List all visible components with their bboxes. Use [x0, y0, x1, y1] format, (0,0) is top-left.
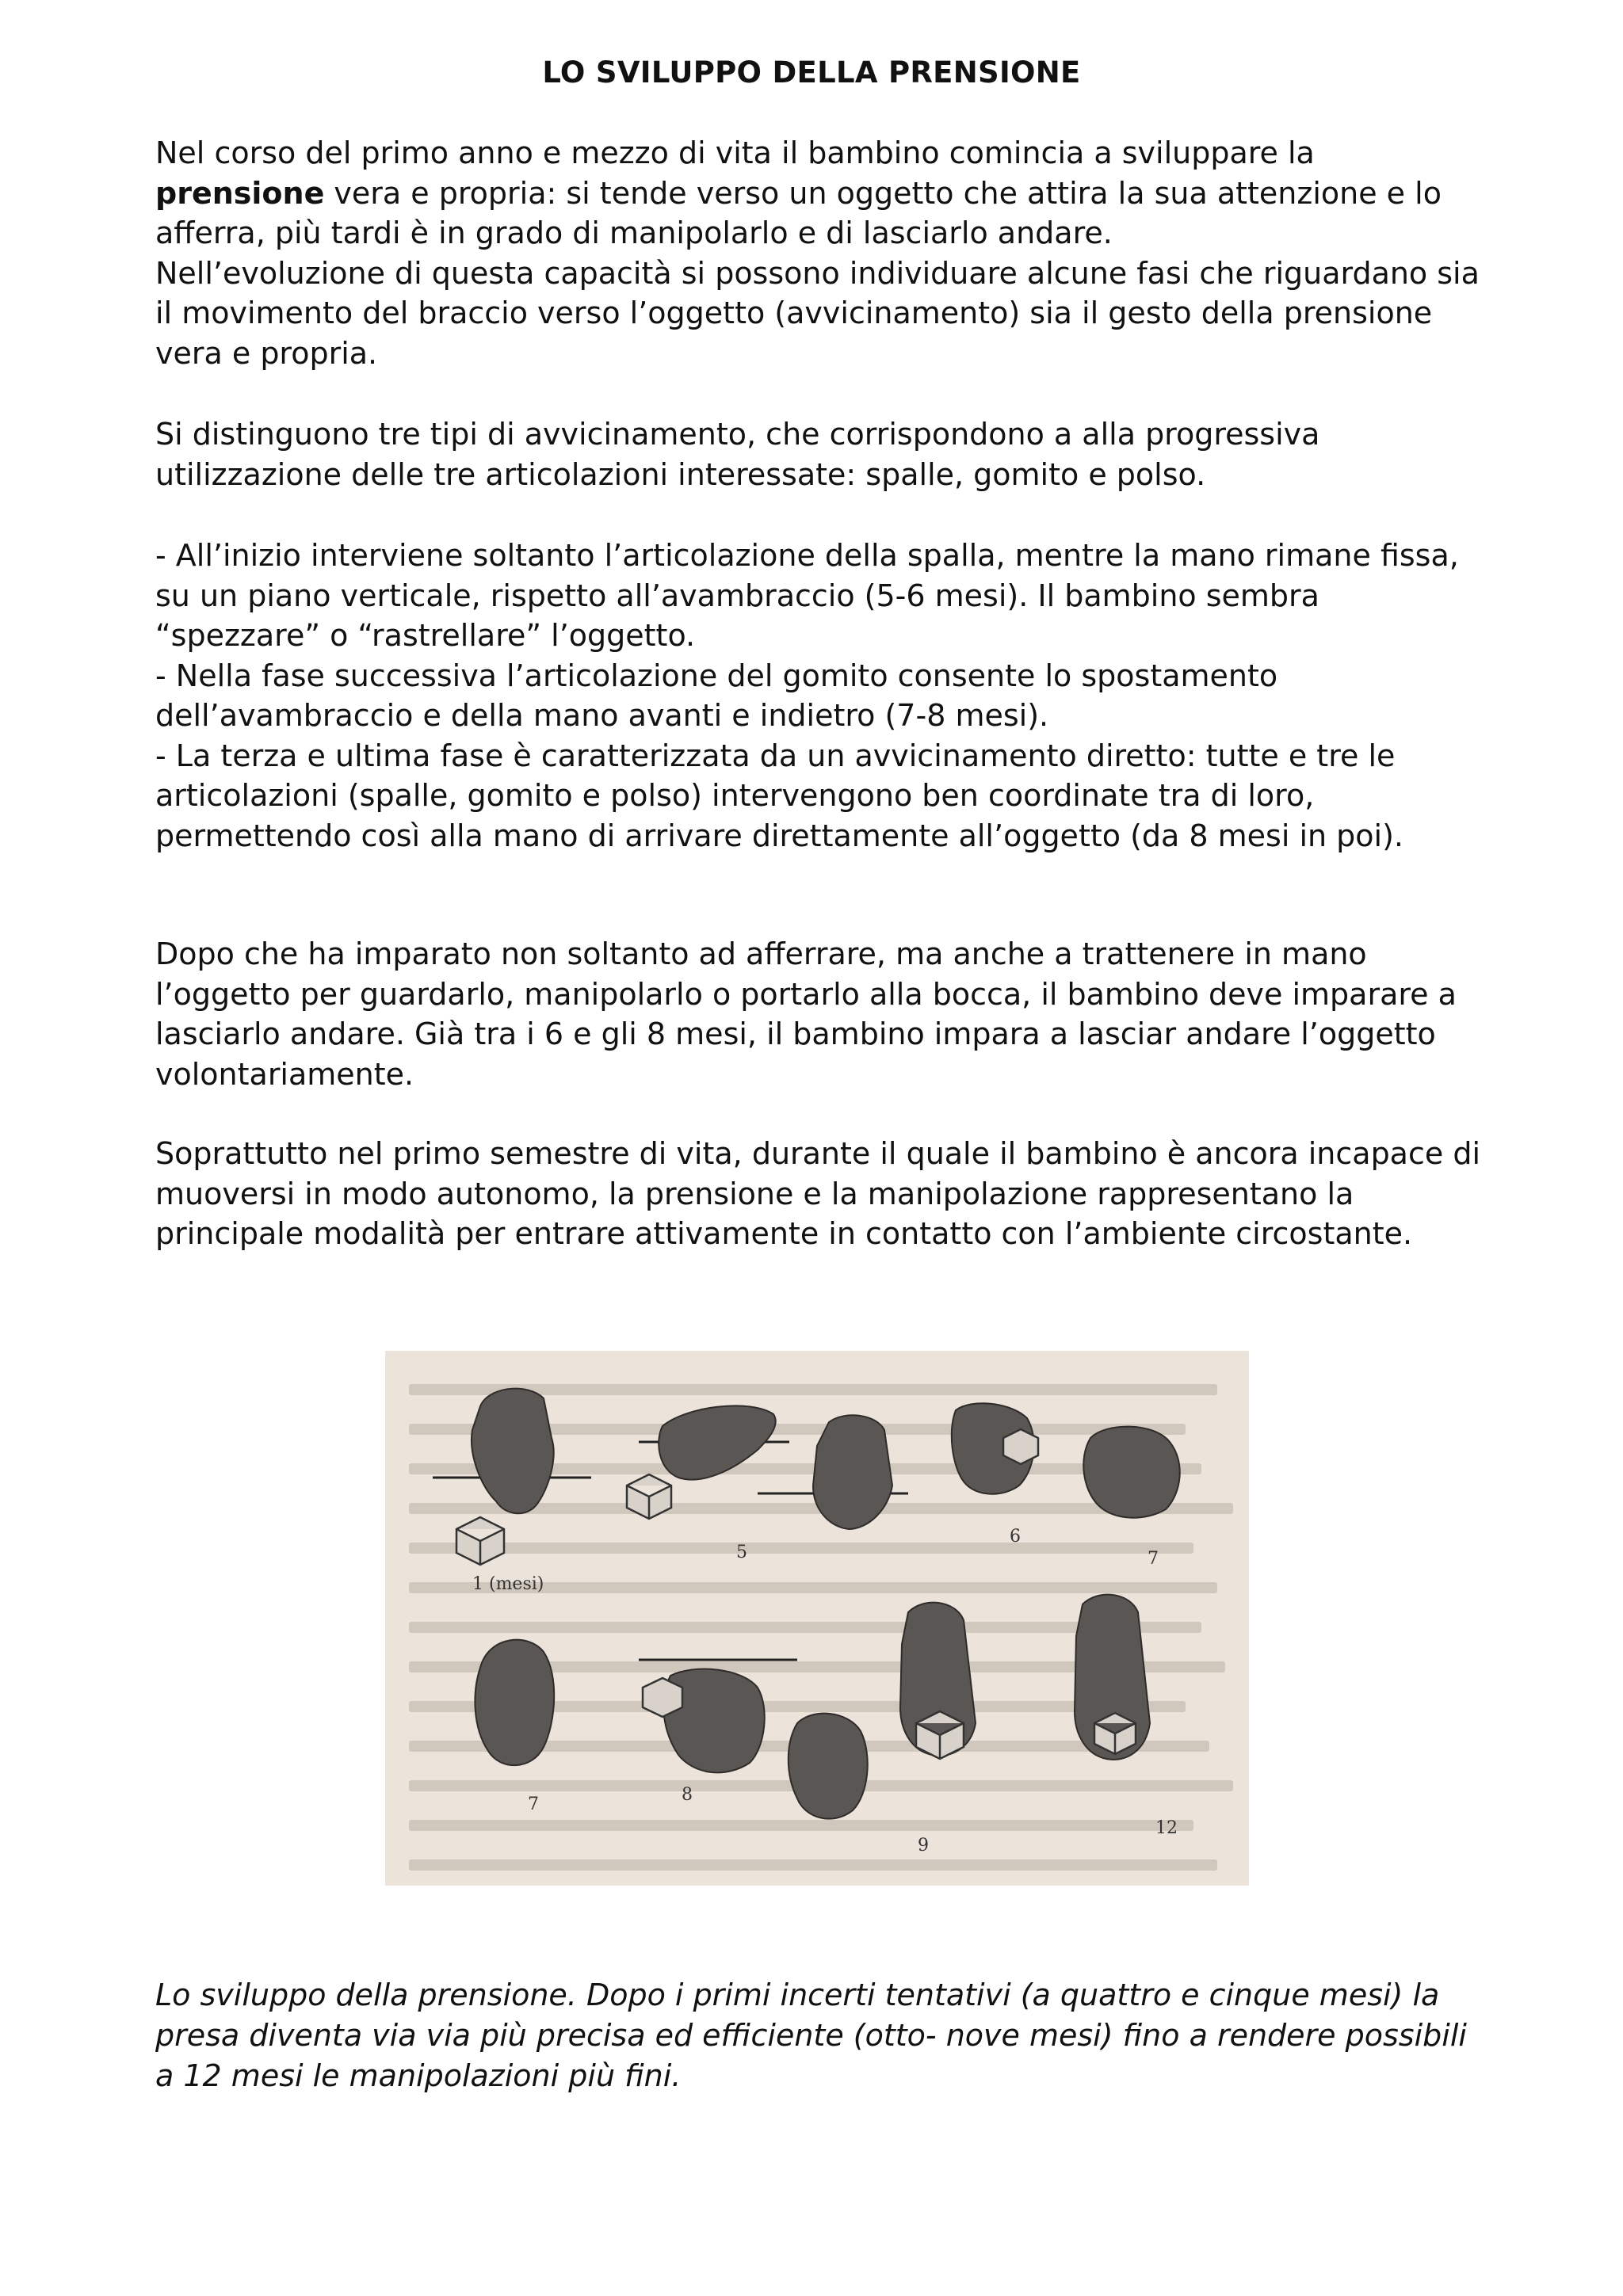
hand-stage-7b — [475, 1640, 554, 1765]
prehension-illustration — [385, 1351, 1249, 1886]
paragraph-avvicinamento — [155, 414, 1487, 494]
paragraph-phases — [155, 536, 1487, 856]
figure-label-9: 9 — [918, 1836, 929, 1855]
hand-stage-8 — [663, 1669, 764, 1773]
hands-drawing — [385, 1351, 1249, 1886]
paragraph-release — [155, 934, 1487, 1094]
paragraph-intro-text — [155, 133, 1487, 254]
figure-label-7-top: 7 — [1148, 1549, 1159, 1569]
figure-caption: Lo sviluppo della prensione. Dopo i primi incerti tentativi (a quattro e cinque mesi) la presa diventa via via più precisa ed efficiente (otto- nove mesi) fino a rendere possibili a 12 mesi le manipolazioni più fini. — [155, 1978, 1467, 2093]
cube-object — [627, 1474, 671, 1519]
figure-label-7-bottom: 7 — [528, 1794, 539, 1814]
figure-label-12: 12 — [1155, 1818, 1178, 1838]
hand-stage-8b — [789, 1714, 868, 1819]
paragraph-intro-line2: Nell’evoluzione di questa capacità si possono individuare alcune fasi che riguardano sia il movimento del braccio verso l’oggetto (avvicinamento) sia il gesto della prensione vera e propria. — [155, 255, 1480, 371]
paragraph-avvicinamento-text: Si distinguono tre tipi di avvicinamento, che corrispondono a alla progressiva utilizzazione delle tre articolazioni interessate: spalle, gomito e polso. — [155, 417, 1320, 492]
cube-object — [1003, 1429, 1038, 1464]
phase-item-1: - All’inizio interviene soltanto l’articolazione della spalla, mentre la mano rimane fissa, su un piano verticale, rispetto all’avambraccio (5-6 mesi). Il bambino sembra “spezzare” o “rastrellare” l’oggetto. — [155, 538, 1459, 653]
phase-item-3: - La terza e ultima fase è caratterizzata da un avvicinamento diretto: tutte e tre le articolazioni (spalle, gomito e polso) intervengono ben coordinate tra di loro, permettendo così alla mano di arrivare direttamente all’oggetto (da 8 mesi in poi). — [155, 738, 1404, 853]
cube-object — [1094, 1713, 1136, 1754]
page-title: LO SVILUPPO DELLA PRENSIONE — [542, 55, 1081, 90]
figure-label-8: 8 — [682, 1785, 693, 1805]
hand-stage-5b — [813, 1415, 892, 1529]
hand-stage-7a — [1083, 1427, 1179, 1518]
hand-stage-1 — [472, 1389, 554, 1514]
cube-object — [643, 1678, 682, 1717]
paragraph-semester-text: Soprattutto nel primo semestre di vita, durante il quale il bambino è ancora incapace di muoversi in modo autonomo, la prensione e la manipolazione rappresentano la principale modalità per entrare attivamente in contatto con l’ambiente circostante. — [155, 1136, 1480, 1251]
phase-item-2: - Nella fase successiva l’articolazione del gomito consente lo spostamento dell’avambraccio e della mano avanti e indietro (7-8 mesi). — [155, 658, 1278, 733]
paragraph-release-text: Dopo che ha imparato non soltanto ad afferrare, ma anche a trattenere in mano l’oggetto per guardarlo, manipolarlo o portarlo alla bocca, il bambino deve imparare a lasciarlo andare. Già tra i 6 e gli 8 mesi, il bambino impara a lasciar andare l’oggetto volontariamente. — [155, 936, 1457, 1092]
figure-label-6: 6 — [1010, 1527, 1021, 1547]
bold-term-prensione: prensione — [155, 175, 325, 211]
figure-label-1-mesi: 1 (mesi) — [472, 1574, 544, 1594]
intro-text-end: vera e propria: si tende verso un oggetto che attira la sua attenzione e lo afferra, più tardi è in grado di manipolarlo e di lasciarlo andare. — [155, 175, 1442, 250]
hand-stage-5a — [659, 1405, 776, 1479]
paragraph-semester — [155, 1134, 1487, 1254]
paragraph-intro — [155, 133, 1487, 373]
intro-text-start: Nel corso del primo anno e mezzo di vita il bambino comincia a sviluppare la — [155, 135, 1315, 170]
cube-object — [456, 1517, 504, 1565]
figure-label-5: 5 — [736, 1543, 747, 1562]
